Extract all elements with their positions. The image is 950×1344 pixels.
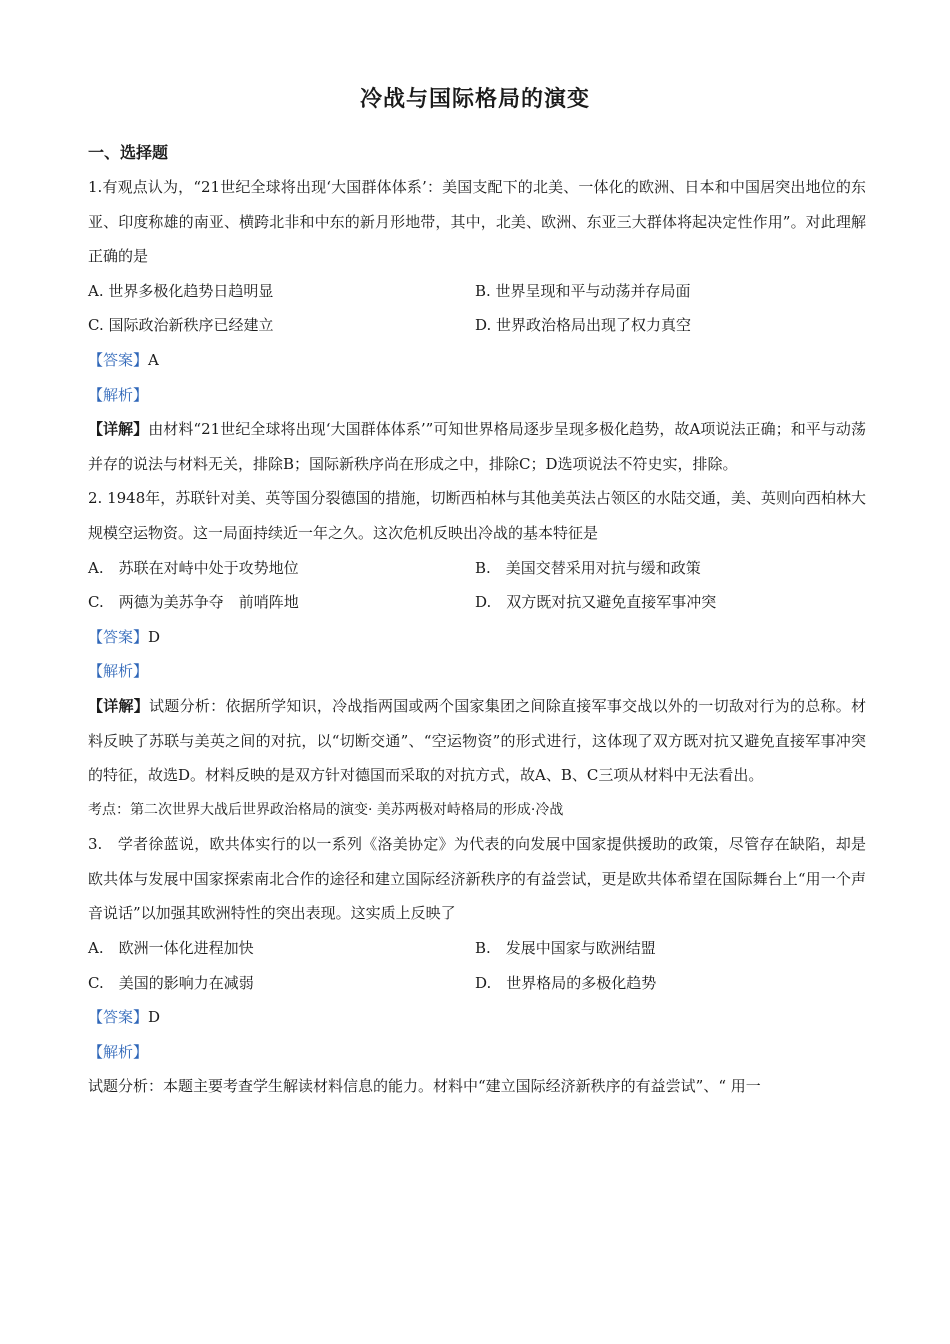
question-1-stem: 1.有观点认为，“21世纪全球将出现‘大国群体体系’：美国支配下的北美、一体化的欧洲、日本和中国居突出地位的东亚、印度称雄的南亚、横跨北非和中东的新月形地带，其中，北美、欧洲、东亚三大群体将起决定性作用”。对此理解正确的是 xyxy=(88,178,866,266)
question-1-options-row-1 xyxy=(88,274,866,309)
question-3-stem: 3. 学者徐蓝说，欧共体实行的以一系列《洛美协定》为代表的向发展中国家提供援助的政策，尽管存在缺陷，却是欧共体与发展中国家探索南北合作的途径和建立国际经济新秩序的有益尝试，更是欧共体希望在国际舞台上“用一个声音说话”以加强其欧洲特性的突出表现。这实质上反映了 xyxy=(88,835,866,923)
question-3-option-a: A. 欧洲一体化进程加快 xyxy=(88,939,254,958)
question-2-detail xyxy=(88,689,866,793)
answer-label: 【答案】 xyxy=(88,1008,149,1027)
question-1-options-row-2 xyxy=(88,308,866,343)
answer-label: 【答案】 xyxy=(88,627,149,646)
question-3-option-b: B. 发展中国家与欧洲结盟 xyxy=(475,939,656,958)
question-2-analysis-label: 【解析】 xyxy=(88,662,149,681)
question-1-detail xyxy=(88,412,866,481)
section-heading: 一、选择题 xyxy=(88,143,169,162)
question-2-option-a: A. 苏联在对峙中处于攻势地位 xyxy=(88,558,299,577)
question-3-option-c: C. 美国的影响力在减弱 xyxy=(88,973,254,992)
question-3-options-row-1 xyxy=(88,931,866,966)
question-2-option-c: C. 两德为美苏争夺 前哨阵地 xyxy=(88,593,299,612)
answer-value: A xyxy=(148,350,159,369)
question-1-option-d: D. 世界政治格局出现了权力真空 xyxy=(475,316,692,335)
question-2-answer xyxy=(88,620,866,655)
question-1-option-c: C. 国际政治新秩序已经建立 xyxy=(88,316,274,335)
question-1-option-b: B. 世界呈现和平与动荡并存局面 xyxy=(475,281,691,300)
detail-label: 【详解】 xyxy=(88,696,150,715)
answer-label: 【答案】 xyxy=(88,350,149,369)
detail-text: 由材料“21世纪全球将出现‘大国群体体系’”可知世界格局逐步呈现多极化趋势，故A项说法正确；和平与动荡并存的说法与材料无关，排除B；国际新秩序尚在形成之中，排除C；D选项说法不符史实，排除。 xyxy=(88,420,866,473)
content-body xyxy=(88,170,866,1104)
question-2-options-row-1 xyxy=(88,551,866,586)
detail-label: 【详解】 xyxy=(88,420,149,439)
question-2-option-b: B. 美国交替采用对抗与缓和政策 xyxy=(475,558,701,577)
question-3-analysis-text: 试题分析：本题主要考查学生解读材料信息的能力。材料中“建立国际经济新秩序的有益尝试”、“ 用一 xyxy=(88,1077,761,1096)
question-1-answer xyxy=(88,343,866,378)
question-3-analysis-label: 【解析】 xyxy=(88,1042,149,1061)
question-3-option-d: D. 世界格局的多极化趋势 xyxy=(475,973,657,992)
answer-value: D xyxy=(148,1008,161,1027)
page-title: 冷战与国际格局的演变 xyxy=(359,87,590,112)
detail-text: 试题分析：依据所学知识，冷战指两国或两个国家集团之间除直接军事交战以外的一切敌对行为的总称。材料反映了苏联与美英之间的对抗，以“切断交通”、“空运物资”的形式进行，这体现了双方既对抗又避免直接军事冲突的特征，故选D。材料反映的是双方针对德国而采取的对抗方式，故A、B、C三项从材料中无法看出。 xyxy=(88,696,866,785)
question-2-note: 考点：第二次世界大战后世界政治格局的演变· 美苏两极对峙格局的形成·冷战 xyxy=(88,801,564,818)
question-1-analysis-label: 【解析】 xyxy=(88,385,149,404)
question-3-answer xyxy=(88,1000,866,1035)
answer-value: D xyxy=(148,627,161,646)
question-2-stem: 2. 1948年，苏联针对美、英等国分裂德国的措施，切断西柏林与其他美英法占领区的水陆交通，美、英则向西柏林大规模空运物资。这一局面持续近一年之久。这次危机反映出冷战的基本特征是 xyxy=(88,489,866,542)
question-1-option-a: A. 世界多极化趋势日趋明显 xyxy=(88,281,274,300)
question-3-options-row-2 xyxy=(88,966,866,1001)
question-2-option-d: D. 双方既对抗又避免直接军事冲突 xyxy=(475,593,717,612)
question-2-options-row-2 xyxy=(88,585,866,620)
